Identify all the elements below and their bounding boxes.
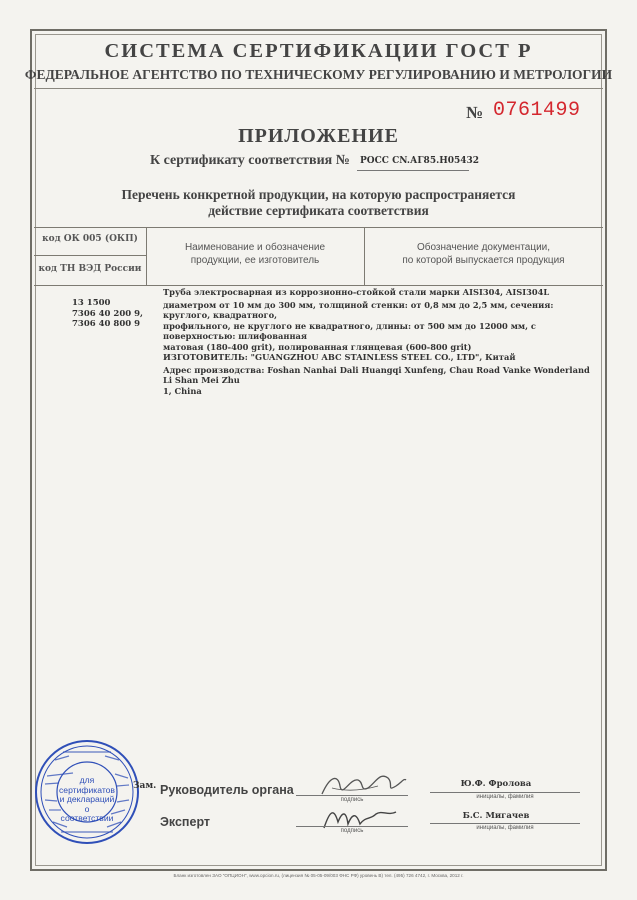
- documentation-header-line-2: по которой выпускается продукция: [402, 255, 565, 266]
- product-name-header-line-1: Наименование и обозначение: [184, 242, 326, 253]
- stamp-center-text: для сертификатов и деклараций о соответствии: [59, 775, 115, 824]
- manufacturer-line-1: ИЗГОТОВИТЕЛЬ: "GUANGZHOU ABC STAINLESS STEEL CO., LTD", Китай: [163, 352, 516, 362]
- header-table: [34, 227, 603, 286]
- code-tnved-2: 7306 40 800 9: [72, 319, 141, 329]
- printer-imprint: Бланк изготовлен ЗАО "ОПЦИОН", www.opcion.ru, (лицензия № 05-05-09/003 ФНС РФ) уровень В) тел. (495) 726 4742, г. Москва, 2012 г.: [173, 873, 464, 878]
- head-signature-caption: подпись: [340, 797, 364, 803]
- expert-signature-caption: подпись: [340, 828, 364, 834]
- expert-signature-line: [296, 826, 408, 827]
- heading-line-1: Перечень конкретной продукции, на которую распространяется: [121, 187, 516, 202]
- product-line-1: Труба электросварная из коррозионно-стойкой стали марки AISI304, AISI304L: [163, 287, 550, 297]
- product-codes: [72, 298, 143, 330]
- expert-name: Б.С. Мигачев: [462, 811, 530, 821]
- documentation-header-line-1: Обозначение документации,: [416, 242, 551, 253]
- appendix-title: ПРИЛОЖЕНИЕ: [238, 125, 399, 147]
- agency-title: ФЕДЕРАЛЬНОЕ АГЕНТСТВО ПО ТЕХНИЧЕСКОМУ РЕГУЛИРОВАНИЮ И МЕТРОЛОГИИ: [24, 67, 613, 82]
- documentation-header: [364, 241, 603, 267]
- head-name-line: [430, 792, 580, 793]
- manufacturer-line-3: 1, China: [163, 385, 202, 396]
- certificate-number: РОСС CN.АГ85.Н05432: [360, 156, 480, 166]
- okp-code-header: код ОК 005 (ОКП): [42, 234, 138, 244]
- manufacturer-line-2: Адрес производства: Foshan Nanhai Dali Huangqi Xunfeng, Chau Road Vanke Wonderland Li Shan Mei Zhu: [163, 364, 590, 385]
- code-column-divider: [34, 255, 146, 256]
- form-number: 0761499: [493, 99, 581, 122]
- tnved-code-header: код ТН ВЭД России: [38, 264, 142, 274]
- manufacturer-info: [163, 352, 591, 396]
- head-signature-line: [296, 795, 408, 796]
- system-title: СИСТЕМА СЕРТИФИКАЦИИ ГОСТ Р: [104, 40, 533, 62]
- head-name-caption: инициалы, фамилия: [476, 794, 534, 800]
- certificate-reference-label: К сертификату соответствия №: [150, 153, 350, 168]
- product-line-3: профильного, не круглого не квадратного, длины: от 500 мм до 12000 мм, с поверхностью: шлифованная: [163, 320, 536, 341]
- head-of-body-label: Руководитель органа: [160, 783, 294, 797]
- header-divider: [34, 88, 603, 89]
- product-name-header: [146, 241, 364, 267]
- product-name-header-line-2: продукции, ее изготовитель: [190, 255, 320, 266]
- certificate-number-underline: [357, 170, 469, 171]
- expert-name-caption: инициалы, фамилия: [476, 825, 534, 831]
- product-description: [163, 287, 591, 352]
- heading-line-2: действие сертификата соответствия: [208, 203, 429, 218]
- product-line-2: диаметром от 10 мм до 300 мм, толщиной стенки: от 0,8 мм до 2,5 мм, сечения: круглого, квадратного,: [163, 299, 554, 320]
- code-okp: 13 1500: [72, 298, 111, 308]
- product-line-4: матовая (180-400 grit), полированная глянцевая (600-800 grit): [163, 341, 472, 352]
- deputy-label: Зам.: [133, 781, 157, 791]
- expert-name-line: [430, 823, 580, 824]
- certification-stamp: [33, 738, 141, 846]
- expert-label: Эксперт: [160, 815, 211, 829]
- code-tnved-1: 7306 40 200 9,: [72, 308, 143, 319]
- head-name: Ю.Ф. Фролова: [460, 779, 532, 789]
- number-label: №: [466, 103, 484, 122]
- product-list-heading: [0, 187, 637, 219]
